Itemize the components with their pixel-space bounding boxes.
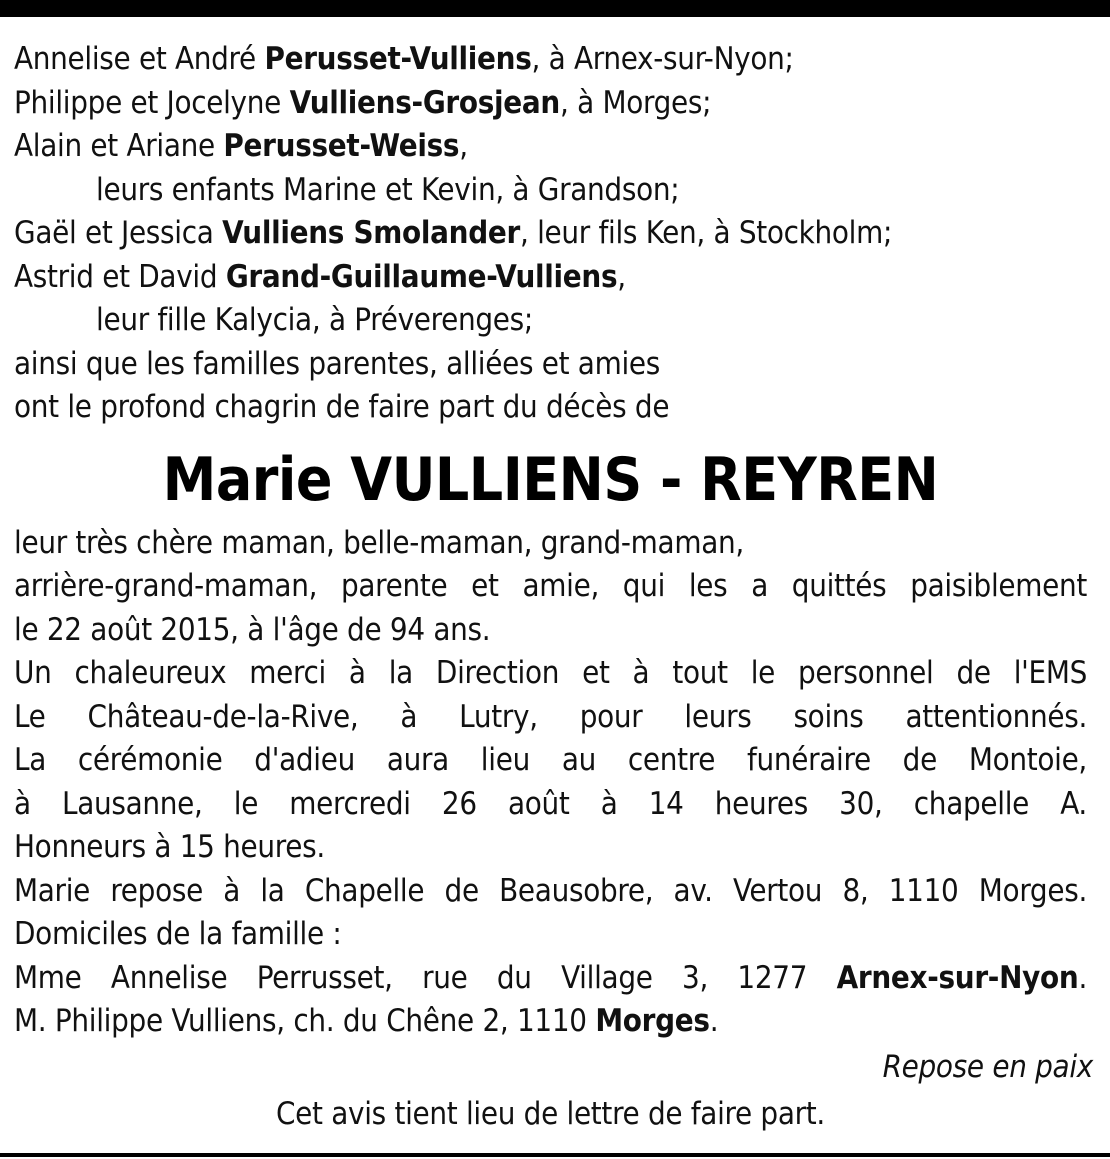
address-1-place: Arnex-sur-Nyon xyxy=(836,959,1079,996)
address-1-end: . xyxy=(1078,959,1087,996)
family-line-5-post: , leur fils Ken, à Stockholm; xyxy=(519,215,893,251)
body-p3-line3: Honneurs à 15 heures. xyxy=(14,829,325,865)
address-line-1 xyxy=(14,957,1087,1001)
family-line-1-pre: Annelise et André xyxy=(14,41,265,77)
family-line-6 xyxy=(14,256,1087,300)
closing-note: Cet avis tient lieu de lettre de faire part. xyxy=(276,1096,825,1132)
body-p2-line2: Le Château-de-la-Rive, à Lutry, pour leurs soins attentionnés. xyxy=(14,698,1087,735)
body-p1-line1: leur très chère maman, belle-maman, grand-maman, xyxy=(14,524,744,561)
family-line-4: leurs enfants Marine et Kevin, à Grandson; xyxy=(96,171,680,208)
family-line-2-name: Vulliens-Grosjean xyxy=(289,84,560,121)
family-line-6-post: , xyxy=(617,258,626,295)
top-rule xyxy=(0,0,1110,17)
deceased-name: Marie VULLIENS - REYREN xyxy=(162,444,939,515)
family-line-5-pre: Gaël et Jessica xyxy=(14,215,223,251)
family-line-1 xyxy=(14,38,1087,82)
body-p4-line1: Marie repose à la Chapelle de Beausobre, av. Vertou 8, 1110 Morges. xyxy=(14,872,1087,909)
family-line-3-name: Perusset-Weiss xyxy=(223,128,460,164)
body-p1-line3: le 22 août 2015, à l'âge de 94 ans. xyxy=(14,611,491,648)
family-line-2-post: , à Morges; xyxy=(559,84,712,121)
body-p5-line1: Domiciles de la famille : xyxy=(14,916,342,952)
rest-in-peace: Repose en paix xyxy=(882,1048,1093,1085)
obituary-notice xyxy=(14,38,1093,1137)
family-line-8: ainsi que les familles parentes, alliées et amies xyxy=(14,345,661,382)
bottom-rule xyxy=(0,1153,1110,1157)
body-p3-line2: à Lausanne, le mercredi 26 août à 14 heures 30, chapelle A. xyxy=(14,785,1087,822)
family-line-6-pre: Astrid et David xyxy=(14,258,226,295)
family-line-1-name: Perusset-Vulliens xyxy=(264,41,532,77)
family-line-3-post: , xyxy=(459,128,468,164)
family-line-9: ont le profond chagrin de faire part du décès de xyxy=(14,389,670,425)
family-line-6-name: Grand-Guillaume-Vulliens xyxy=(225,258,618,295)
address-2-street: M. Philippe Vulliens, ch. du Chêne 2, 1110 xyxy=(14,1003,596,1039)
family-line-5 xyxy=(14,212,1087,256)
address-2-end: . xyxy=(709,1003,719,1039)
family-line-7: leur fille Kalycia, à Préverenges; xyxy=(96,302,533,338)
body-p2-line1: Un chaleureux merci à la Direction et à tout le personnel de l'EMS xyxy=(14,655,1087,691)
family-line-5-name: Vulliens Smolander xyxy=(222,215,520,251)
family-line-2 xyxy=(14,82,1087,126)
address-2-place: Morges xyxy=(595,1003,710,1039)
family-line-3 xyxy=(14,125,1087,169)
family-line-1-post: , à Arnex-sur-Nyon; xyxy=(531,41,794,77)
body-p3-line1: La cérémonie d'adieu aura lieu au centre funéraire de Montoie, xyxy=(14,742,1087,778)
body-p1-line2: arrière-grand-maman, parente et amie, qui les a quittés paisiblement xyxy=(14,568,1087,604)
address-line-2 xyxy=(14,1000,1087,1044)
address-1-street: Mme Annelise Perrusset, rue du Village 3, 1277 xyxy=(14,959,837,996)
family-line-3-pre: Alain et Ariane xyxy=(14,128,224,164)
family-line-2-pre: Philippe et Jocelyne xyxy=(14,84,290,121)
